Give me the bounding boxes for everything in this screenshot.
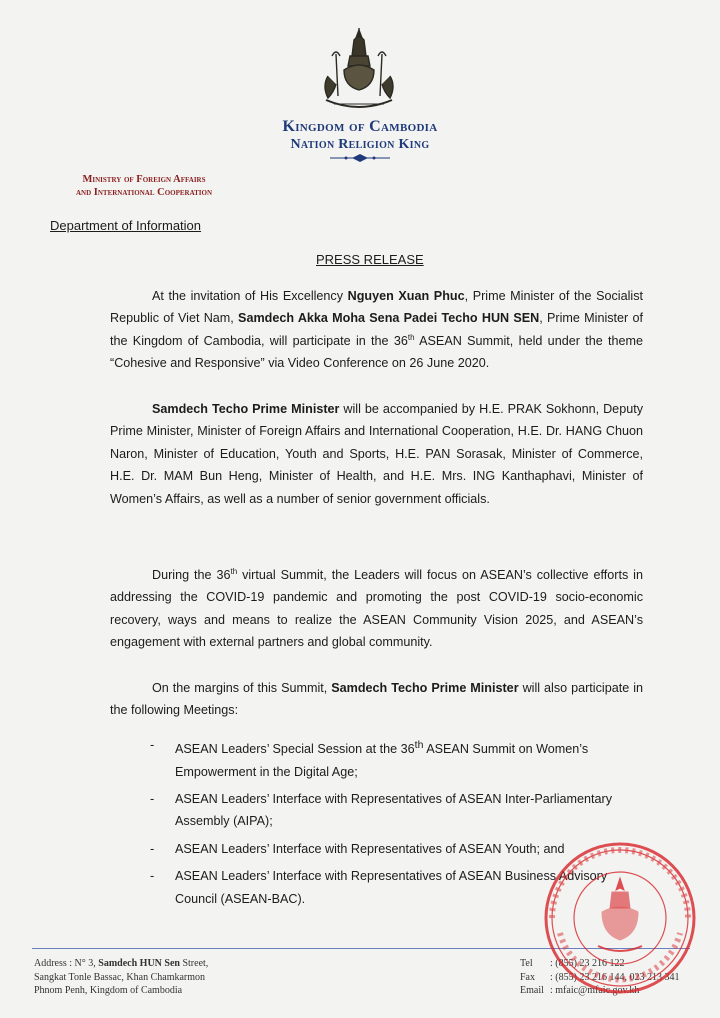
paragraph-delegation: Samdech Techo Prime Minister will be accompanied by H.E. PRAK Sokhonn, Deputy Prime Minister, Minister of Foreign Affairs and International Cooperation, H.E. Dr. HANG Chuon Naron, Minister of Education, Youth and Sports, H.E. PAN Sorasak, Minister of Commerce, H.E. Dr. MAM Bun Heng, Minister of Health, and H.E. Mrs. ING Kanthaphavi, Minister of Women’s Affairs, as well as a number of senior government officials. xyxy=(110,402,643,506)
official-seal-icon xyxy=(540,838,700,998)
footer-address: Address : N° 3, Samdech HUN Sen Street, Sangkat Tonle Bassac, Khan Chamkarmon Phnom Penh, Kingdom of Cambodia xyxy=(34,958,209,996)
press-release-title: PRESS RELEASE xyxy=(316,252,424,267)
ministry-name xyxy=(34,173,254,199)
bullet-dash: - xyxy=(150,841,155,856)
paragraph-invitation: At the invitation of His Excellency Nguyen Xuan Phuc, Prime Minister of the Socialist Republic of Viet Nam, Samdech Akka Moha Sena Padei Techo HUN SEN, Prime Minister of the Kingdom of Cambodia, will participate in the 36th ASEAN Summit, held under the theme “Cohesive and Responsive” via Video Conference on 26 June 2020. xyxy=(110,289,643,371)
list-item: - ASEAN Leaders’ Interface with Representatives of ASEAN Business Advisory Council (ASEAN-BAC). xyxy=(150,865,650,910)
ministry-line-2: and International Cooperation xyxy=(75,187,213,198)
paragraph-summit-focus: During the 36th virtual Summit, the Leaders will focus on ASEAN’s collective efforts in addressing the COVID-19 pandemic and promoting the post COVID-19 socio-economic recovery, ways and means to realize the ASEAN Community Vision 2025, and ASEAN’s engagement with external partners and global community. xyxy=(110,566,643,650)
national-motto: Nation Religion King xyxy=(290,137,430,152)
email-link[interactable]: : mfaic@mfaic.gov.kh xyxy=(550,985,640,996)
ministry-line-1: Ministry of Foreign Affairs xyxy=(82,174,206,185)
list-item: - ASEAN Leaders’ Special Session at the 36th ASEAN Summit on Women’s Empowerment in the Digital Age; xyxy=(150,734,650,783)
footer-contact: Tel : (855) 23 216 122 Fax : (855) 23 216 144, 023 213 341 Email : mfaic@mfaic.gov.kh xyxy=(520,958,680,996)
bullet-dash: - xyxy=(150,738,155,752)
list-item: - ASEAN Leaders’ Interface with Representatives of ASEAN Youth; and xyxy=(150,838,650,860)
list-item: - ASEAN Leaders’ Interface with Representatives of ASEAN Inter-Parliamentary Assembly (AIPA); xyxy=(150,788,650,833)
kingdom-title: Kingdom of Cambodia xyxy=(282,118,438,135)
bullet-dash: - xyxy=(150,792,155,806)
paragraph-margins: On the margins of this Summit, Samdech Techo Prime Minister will also participate in the following Meetings: xyxy=(110,681,643,718)
bullet-dash: - xyxy=(150,869,155,884)
department-label: Department of Information xyxy=(50,218,202,233)
ornament-divider-icon xyxy=(328,154,392,162)
royal-emblem-icon xyxy=(314,26,404,112)
